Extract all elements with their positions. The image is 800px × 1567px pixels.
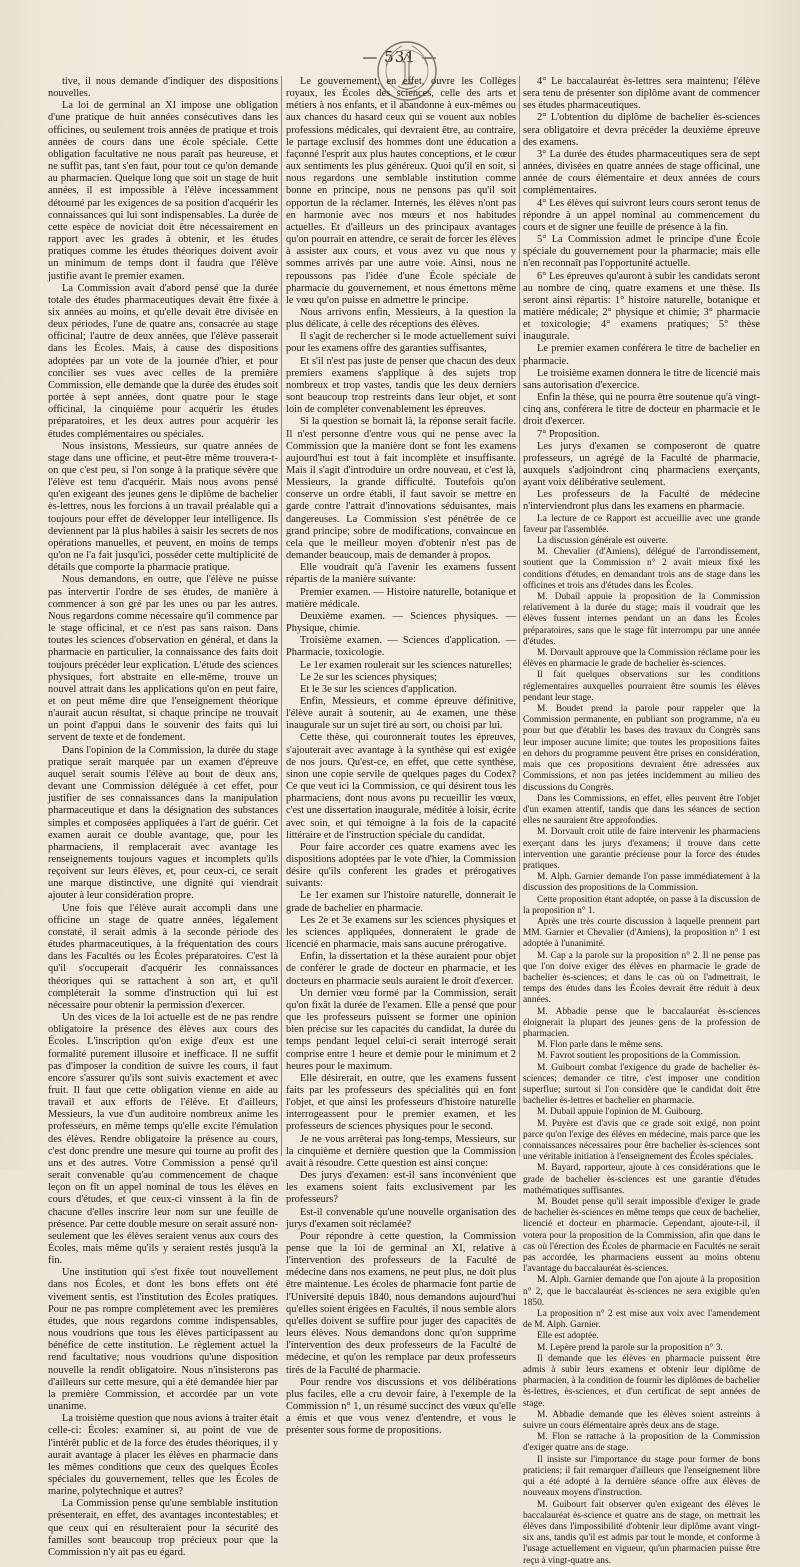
paragraph: M. Boudet prend la parole pour rappeler que la Commission permanente, en publiant son programme, n'a eu pour but que d'établir les bases des travaux du Congrès sans leur imposer aucune limite; que toutes les propositions faites en dehors du programme peuvent être prises en considération, mais que ces propositions devraient être adressées aux Commissions, et non pas jetées incidemment au milieu des discussions du Congrès.	[523, 704, 760, 793]
paragraph: Dans l'opinion de la Commission, la durée du stage pratique serait marquée par un examen d'épreuve auquel serait soumis l'élève au bout de deux ans, devant une Commission déléguée à cet effet, pour justifier de ses connaissances dans la manipulation pharmaceutique et dans la désignation des substances simples et composées appliquées à l'art de guérir. Cet examen aurait ce double avantage, que, pour les pharmaciens, il remplacerait avec avantage les renseignements toujours vagues et incomplets qu'ils reçoivent sur leurs élèves, et, pour ceux-ci, ce serait une marque distinctive, une dignité qui viendrait ajouter à leur considération propre.	[48, 744, 278, 902]
paragraph: Un des vices de la loi actuelle est de ne pas rendre obligatoire la présence des élèves aux cours des Écoles. L'inscription qu'on exige d'eux est une formalité purement illusoire et inefficace. Il ne suffit pas d'imposer la condition de suivre les cours, il faut encore s'assurer qu'ils sont suivis exactement et avec fruit. Il faut que cette obligation vienne en aide au travail et aux efforts de l'élève. Et d'ailleurs, Messieurs, la vue d'un auditoire nombreux anime les professeurs, en même temps qu'elle excite l'émulation des élèves. Rendre obligatoire la présence au cours, c'est donc prendre une mesure qui tourne au profit des uns et des autres. Votre Commission a pensé qu'il serait convenable qu'au commencement de chaque leçon on fît un appel nominal de tous les élèves en cours d'études, et que ceux-ci vinssent à la fin de chacune d'elles inscrire leur nom sur une feuille de présence. Par cette double mesure on serait assuré non-seulement que les élèves seraient venus aux cours des Écoles, mais même qu'ils y seraient restés jusqu'à la fin.	[48, 1012, 278, 1267]
paragraph: Enfin, la dissertation et la thèse auraient pour objet de conférer le grade de docteur en pharmacie, et les docteurs en pharmacie seuls auraient le droit d'exercer.	[286, 951, 516, 987]
paragraph: La troisième question que nous avions à traiter était celle-ci: Écoles: examiner si, au point de vue de l'intérêt public et de la force des études théoriques, il y aurait avantage à placer les élèves en pharmacie dans les mêmes conditions que ceux des quelques Écoles spéciales du gouvernement, telles que les Écoles de marine, polytechnique et autres?	[48, 1413, 278, 1498]
paragraph: Le 1er examen roulerait sur les sciences naturelles;	[300, 659, 513, 671]
paragraph: Elle désirerait, en outre, que les examens fussent faits par les professeurs des spécialités qui en font l'objet, et que ainsi les professeurs d'histoire naturelle interrogeassent pour le premier examen, et les professeurs de sciences physiques pour le second.	[286, 1072, 516, 1133]
paragraph: M. Boudet pense qu'il serait impossible d'exiger le grade de bachelier ès-sciences en même temps que ceux de bachelier, licencié et docteur en pharmacie. Cependant, ajoute-t-il, il votera pour la proposition de la Commission, afin que dans le cas où l'érection des Écoles de pharmacie en Facultés ne serait pas accordée, les pharmaciens eussent au moins obtenu l'avantage du baccalauréat ès-sciences.	[523, 1197, 761, 1275]
page-number: — 531 —	[362, 48, 438, 66]
paragraph: La Commission pense qu'une semblable institution présenterait, en effet, des avantages incontestables; et que ceux qui en résulteraient pour la sécurité des familles sont beaucoup trop précieux pour que la Commission n'y ait pas eu égard.	[48, 1498, 278, 1558]
paragraph: Des jurys d'examen: est-il sans inconvénient que les examens soient faits exclusivement par les professeurs?	[286, 1170, 516, 1206]
paragraph: M. Puyère est d'avis que ce grade soit exigé, non point parce qu'on l'exige des élèves en médecine, mais parce que les connaissances nécessaires pour être bachelier ès-sciences sont une véritable initiation à l'enseignement des Écoles spéciales.	[523, 1118, 760, 1163]
paragraph: Le 2e sur les sciences physiques;	[300, 671, 438, 683]
paragraph: 3° La durée des études pharmaceutiques sera de sept années, divisées en quatre années de stage officinal, une année de cours élémentaire et deux années de cours complémentaires.	[523, 148, 760, 197]
paragraph: Enfin, Messieurs, et comme épreuve définitive, l'élève aurait à soutenir, au 4e examen, une thèse inaugurale sur un sujet tiré au sort, ou choisi par lui.	[286, 695, 516, 732]
paragraph: tive, il nous demande d'indiquer des dispositions nouvelles.	[48, 76, 278, 100]
paragraph: 5° La Commission admet le principe d'une École spéciale du gouvernement pour la pharmacie; mais elle n'en reconnaît pas l'opportunité actuelle.	[523, 234, 760, 270]
paragraph: Nous arrivons enfin, Messieurs, à la question la plus délicate, à celle des réceptions des élèves.	[286, 306, 516, 331]
paragraph: M. Flon se rattache à la proposition de la Commission d'exiger quatre ans de stage.	[523, 1432, 760, 1454]
column-left	[48, 76, 278, 1558]
paragraph: M. Dubail appuie la proposition de la Commission relativement à la durée du stage; mais il voudrait que les élèves fussent internes pendant un an dans les Écoles préparatoires, sans que le stage fût interrompu par une année d'études.	[523, 592, 760, 647]
paragraph: M. Bayard, rapporteur, ajoute à ces considérations que le grade de bachelier ès-sciences est une garantie d'études mathématiques suffisantes.	[523, 1163, 760, 1196]
paragraph: 2° L'obtention du diplôme de bachelier ès-sciences sera obligatoire et devra précéder la deuxième épreuve des examens.	[523, 112, 760, 148]
paragraph: La discussion générale est ouverte.	[537, 536, 668, 547]
paragraph: Pour faire accorder ces quatre examens avec les dispositions adoptées par le vote d'hier, la Commission désire qu'ils conferent les grades et prérogatives suivants:	[286, 841, 516, 890]
paragraph: M. Chevalier (d'Amiens), délégué de l'arrondissement, soutient que la Commission n° 2 avait mieux fixé les conditions d'études, en demandant trois ans de stage dans les officines et trois ans d'études dans les Écoles.	[523, 547, 760, 591]
paragraph: Elle voudrait qu'à l'avenir les examens fussent répartis de la manière suivante:	[286, 562, 516, 586]
paragraph: Est-il convenable qu'une nouvelle organisation des jurys d'examen soit réclamée?	[286, 1206, 516, 1230]
paragraph: M. Guibourt fait observer qu'en exigeant des élèves le baccalauréat ès-science et quatre ans de stage, on mettrait les élèves dans l'impossibilité d'obtenir leur diplôme avant vingt-six ans, tandis qu'il est admis par tout le monde, et conforme à l'usage actuellement en vigueur, qu'un pharmacien puisse être reçu à vingt-quatre ans.	[523, 1499, 760, 1566]
paragraph: M. Abbadie demande que les élèves soient astreints à suivre un cours élémentaire après deux ans de stage.	[523, 1409, 760, 1432]
paragraph: Et s'il n'est pas juste de penser que chacun des deux premiers examens s'applique à des sujets trop nombreux et trop vastes, tandis que les deux derniers sont beaucoup trop restreints dans leur objet, et sont loin de compléter convenablement les épreuves.	[286, 355, 516, 416]
paragraph: M. Dorvault croit utile de faire intervenir les pharmaciens exerçant dans les jurys d'examens; il trouve dans cette intervention une garantie précieuse pour la force des études pratiques.	[523, 827, 760, 871]
paragraph: M. Dorvault approuve que la Commission réclame pour les élèves en pharmacie le grade de bachelier ès-sciences.	[523, 648, 760, 670]
paragraph: Il s'agit de rechercher si le mode actuellement suivi pour les examens offre des garanties suffisantes,	[286, 331, 516, 355]
paragraph: M. Favrot soutient les propositions de la Commission.	[537, 1051, 741, 1062]
paragraph: Deuxième examen. — Sciences physiques. — Physique, chimie.	[286, 610, 516, 635]
paragraph: Premier examen. — Histoire naturelle, botanique et matière médicale.	[286, 586, 516, 610]
paragraph: Un dernier vœu formé par la Commission, serait qu'on fixât la durée de l'examen. Elle a pensé que pour que les professeurs puissent se former une opinion bien précise sur les capacités du candidat, la durée du temps pendant lequel celui-ci serait interrogé serait comprise entre 1 heure et demie pour le minimum et 2 heures pour le maximum.	[286, 987, 516, 1072]
paragraph: Les jurys d'examen se composeront de quatre professeurs, un agrégé de la Faculté de pharmacie, auxquels s'adjoindront cinq pharmaciens exerçants, ayant voix délibérative seulement.	[523, 440, 760, 489]
paragraph: M. Dubail appuie l'opinion de M. Guibourg.	[537, 1107, 703, 1118]
paragraph: 4° Les élèves qui suivront leurs cours seront tenus de répondre à un appel nominal au commencement du cours et de signer une feuille de présence à la fin.	[523, 197, 760, 233]
paragraph: M. Alph. Garnier demande que l'on ajoute à la proposition n° 2, que le baccalauréat ès-sciences ne sera exigible qu'en 1850.	[523, 1275, 760, 1308]
paragraph: Nous insistons, Messieurs, sur quatre années de stage dans une officine, et peut-être même trouvera-t-on que c'est peu, si l'on songe à la pratique sévère que l'élève est tenu d'acquérir. Mais nous avons pensé qu'en exigeant des jeunes gens le diplôme de bachelier ès-lettres, nous les forcions à un travail préalable qui a toujours pour effet de développer leur intelligence. Ils deviennent par là plus habiles à saisir les secrets de nos opérations manuelles, et peuvent, en moins de temps qu'on ne l'a fait jusqu'ici, posséder cette multiplicité de détails que comporte la pharmacie pratique.	[48, 440, 278, 574]
paragraph: Le premier examen conférera le titre de bachelier en pharmacie.	[523, 343, 760, 367]
paragraph: 4° Le baccalauréat ès-lettres sera maintenu; l'élève sera tenu de présenter son diplôme avant de commencer ses études pharmaceutiques.	[523, 76, 760, 112]
paragraph: Il insiste sur l'importance du stage pour former de bons praticiens; il fait remarquer d'ailleurs que l'enseignement libre qui a été adopté à la dernière séance offre aux élèves de nouveaux moyens d'instruction.	[523, 1454, 760, 1499]
paragraph: Le 1er examen sur l'histoire naturelle, donnerait le grade de bachelier en pharmacie.	[286, 890, 516, 914]
column-divider	[281, 76, 282, 1156]
paragraph: Il fait quelques observations sur les conditions réglementaires auxquelles pourraient être soumis les élèves pendant leur stage.	[523, 670, 760, 703]
paragraph: Le gouvernement, en effet, ouvre les Collèges royaux, les Écoles des sciences, celle des arts et métiers à nos enfants, et il abandonne à eux-mêmes ou aux chances du hasard ceux qui se vouent aux nobles professions médicales, qui devraient être, au contraire, le partage exclusif des hommes dont une éducation a façonné l'esprit aux plus hautes conceptions, et le cœur aux sentiments les plus généreux. Quoi qu'il en soit, si nous regardons une semblable institution comme bonne en principe, nous ne pensons pas qu'il soit opportun de la réclamer. Internés, les élèves n'ont pas en harmonie avec nos mœurs et nos habitudes actuelles. Et d'ailleurs un des principaux avantages qu'on pourrait en attendre, ce serait de forcer les élèves à assister aux cours, et vous avez vu que nous y sommes arrivés par une autre voie. Ainsi, nous ne repoussons pas l'idée d'une École spéciale de pharmacie du gouvernement, et nous émettons même le vœu qu'on puisse en admettre le principe.	[286, 76, 516, 306]
paragraph: M. Abbadie pense que le baccalauréat ès-sciences éloignerait la plupart des jeunes gens de la profession de pharmacien.	[523, 1006, 760, 1039]
paragraph: La Commission avait d'abord pensé que la durée totale des études pharmaceutiques devait être fixée à six années au moins, et qu'elle devait être divisée en deux périodes, l'une de quatre ans, consacrée au stage officinal; l'autre de deux années, que l'élève passerait dans les Écoles. Mais, à cause des dispositions adoptées par un vote de la journée d'hier, et pour concilier ses vues avec celles de la première Commission, elle demande que la durée des études soit portée à sept années, dont quatre pour le stage officinal, la cinquième pour acquérir les études préparatoires, et les deux autres pour acquérir les études complémentaires ou spéciales.	[48, 282, 278, 440]
paragraph: Une fois que l'élève aurait accompli dans une officine un stage de quatre années, légalement constaté, il serait admis à la seconde période des études pharmaceutiques, à la fréquentation des cours dans les Facultés ou les Écoles préparatoires. C'est là qu'il s'occuperait d'acquérir les connaissances théoriques qui se rattachent à son art, et qu'il compléterait la somme d'instruction qui lui est nécessaire pour obtenir la permission d'exercer.	[48, 902, 278, 1011]
paragraph: Pour rendre vos discussions et vos délibérations plus faciles, elle a cru devoir faire, à l'exemple de la Commission n° 1, un résumé succinct des vœux qu'elle a émis et que vous venez d'entendre, et vous le présenter sous forme de propositions.	[286, 1376, 516, 1437]
page-header	[0, 40, 800, 70]
paragraph: Et le 3e sur les sciences d'application.	[300, 683, 457, 695]
paragraph: Si la question se bornait là, la réponse serait facile. Il n'est personne d'entre vous qui ne pense avec la Commission que la manière dont se font les examens aujourd'hui est tout à fait incomplète et insuffisante. Mais il s'agit d'introduire un ordre nouveau, et c'est là, Messieurs, la grande difficulté. Toutefois qu'on conserve un ordre établi, il faut savoir se mettre en garde contre l'attrait d'innovations séduisantes, mais dangereuses. La Commission s'est pénétrée de ce grand principe; sobre de modifications, convaincue en cela que le meilleur moyen d'obtenir n'est pas de demander beaucoup, mais de demander à propos.	[286, 416, 516, 562]
paragraph: La proposition n° 2 est mise aux voix avec l'amendement de M. Alph. Garnier.	[523, 1309, 760, 1331]
paragraph: Pour répondre à cette question, la Commission pense que la loi de germinal an XI, relative à l'intervention des professeurs de la Faculté de médecine dans nos examens, ne peut plus, ne doit plus être maintenue. Les écoles de pharmacie font partie de l'Université depuis 1840, nous demandons aujourd'hui qu'elles soient érigées en Facultés, il nous semble alors qu'elles doivent se suffire pour juger des capacités de leurs élèves. Nous demandons donc qu'on supprime l'intervention des deux professeurs de la Faculté de médecine, et qu'on les remplace par deux professeurs tirés de la Faculté de pharmacie.	[286, 1230, 516, 1376]
paragraph: Il demande que les élèves en pharmacie puissent être admis à subir leurs examens et obtenir leur diplôme de pharmacien, à la condition de fournir les diplômes de bachelier ès-lettres, ès-sciences, et d'un certificat de sept années de stage.	[523, 1353, 760, 1409]
paragraph: M. Alph. Garnier demande l'on passe immédiatement à la discussion des propositions de la Commission.	[523, 872, 760, 894]
paragraph: Troisième examen. — Sciences d'application. — Pharmacie, toxicologie.	[286, 635, 516, 659]
paragraph: M. Cap a la parole sur la proposition n° 2. Il ne pense pas que l'on doive exiger des élèves en pharmacie le grade de bachelier ès-sciences; et dans le cas où on l'admettrait, le temps des études dans les Écoles devrait être réduit à deux années.	[523, 950, 760, 1006]
paragraph: Après une très courte discussion à laquelle prennent part MM. Garnier et Chevalier (d'Amiens), la proposition n° 1 est adoptée à l'unanimité.	[523, 916, 760, 950]
paragraph: Enfin la thèse, qui ne pourra être soutenue qu'à vingt-cinq ans, conférera le titre de docteur en pharmacie et le droit d'exercer.	[523, 392, 760, 428]
paragraph: Le troisième examen donnera le titre de licencié mais sans autorisation d'exercice.	[523, 367, 760, 391]
paragraph: Une institution qui s'est fixée tout nouvellement dans nos Écoles, et dont les bons effets ont été vivement sentis, est l'institution des Écoles pratiques. Pour ne pas rompre complètement avec les premières études, que nous regardons comme indispensables, nous voudrions que tous les élèves participassent au bénéfice de cette institution. Le règlement actuel la rend facultative; nous voudrions qu'une disposition nouvelle la rendît obligatoire. Nous n'insisterons pas d'ailleurs sur cette mesure, qui a été demandée hier par la première Commission, et accordée par un vote unanime.	[48, 1267, 278, 1413]
column-middle	[286, 76, 516, 1437]
paragraph: Dans les Commissions, en effet, elles peuvent être l'objet d'un examen attentif, tandis que dans les séances de section elles ne sauraient être approfondies.	[523, 793, 760, 827]
paragraph: Je ne vous arrêterai pas long-temps, Messieurs, sur la cinquième et dernière question que la Commission avait à résoudre. Cette question est ainsi conçue:	[286, 1133, 516, 1169]
paragraph: M. Lepère prend la parole sur la proposition n° 3.	[537, 1342, 723, 1353]
paragraph: Elle est adoptée.	[537, 1331, 599, 1342]
paragraph: 7° Proposition.	[537, 428, 600, 440]
paragraph: 6° Les épreuves qu'auront à subir les candidats seront au nombre de cinq, quatre examens et une thèse. Ils seront ainsi répartis: 1° histoire naturelle, botanique et matière médicale; 2° physique et chimie; 3° pharmacie et toxicologie; 4° examens pratiques; 5° thèse inaugurale.	[523, 270, 760, 343]
paragraph: Cette thèse, qui couronnerait toutes les épreuves, s'ajouterait avec avantage à la synthèse qui est exigée de nos jours. Qu'est-ce, en effet, que cette synthèse, sinon une copie servile de quelques pages du Codex? Ce que veut ici la Commission, ce qui désirent tous les pharmaciens, dont nous avons pu recueillir les vœux, c'est une dissertation inaugurale, méditée à loisir, écrite avec soin, et qui témoigne à la fois de la capacité littéraire et de l'instruction spéciale du candidat.	[286, 732, 516, 841]
paragraph: Les 2e et 3e examens sur les sciences physiques et les sciences appliquées, donneraient le grade de licencié en pharmacie, mais sans aucune prérogative.	[286, 914, 516, 951]
paragraph: Nous demandons, en outre, que l'élève ne puisse pas intervertir l'ordre de ses études, de manière à commencer à son gré par les unes ou par les autres. Nous regardons comme nécessaire qu'il commence par le stage officinal, et ce n'est pas sans raison. Dans toutes les sciences d'observation en général, et dans la pharmacie en particulier, la connaissance des faits doit toujours précéder leur explication. L'étude des sciences physiques, fort abstraite en elle-même, trouve un nouvel attrait dans les applications qu'on en peut faire, et on peut même dire que l'enseignement théorique n'aurait aucun résultat, si chaque principe ne trouvait un point d'appui dans le souvenir des faits qui lui servent de texte et de fondement.	[48, 574, 278, 744]
paragraph: M. Flon parle dans le même sens.	[537, 1040, 664, 1051]
paragraph: M. Guibourt combat l'exigence du grade de bachelier ès-sciences; demander ce titre, c'est imposer une condition superflue; surtout si l'on considère que le candidat doit être bachelier ès-lettres et bachelier en pharmacie.	[523, 1062, 760, 1107]
paragraph: La loi de germinal an XI impose une obligation d'une pratique de huit années consécutives dans les officines, ou seulement trois années de pratique et trois années de cours dans une école spéciale. Cette obligation facultative ne nous paraît pas heureuse, et ne suffit pas, tant s'en faut, pour tout ce qu'on demande au pharmacien. Quelque long que soit un stage de huit années, il est impossible à l'élève incessamment détourné par les exigences de sa position d'acquérir les connaissances qui lui sont indispensables. La durée de cette espèce de noviciat doit être nécessairement en rapport avec les grades à obtenir, et les études pratiques comme les études théoriques doivent avoir un minimum de temps dont il faudra que l'élève justifie avant le premier examen.	[48, 100, 278, 282]
paragraph: Cette proposition étant adoptée, on passe à la discussion de la proposition n° 1.	[523, 894, 760, 916]
paragraph: Les professeurs de la Faculté de médecine n'interviendront plus dans les examens en pharmacie.	[523, 489, 760, 513]
column-right	[523, 76, 761, 1566]
column-divider	[519, 76, 520, 1156]
paragraph: La lecture de ce Rapport est accueillie avec une grande faveur par l'assemblée.	[523, 513, 760, 535]
